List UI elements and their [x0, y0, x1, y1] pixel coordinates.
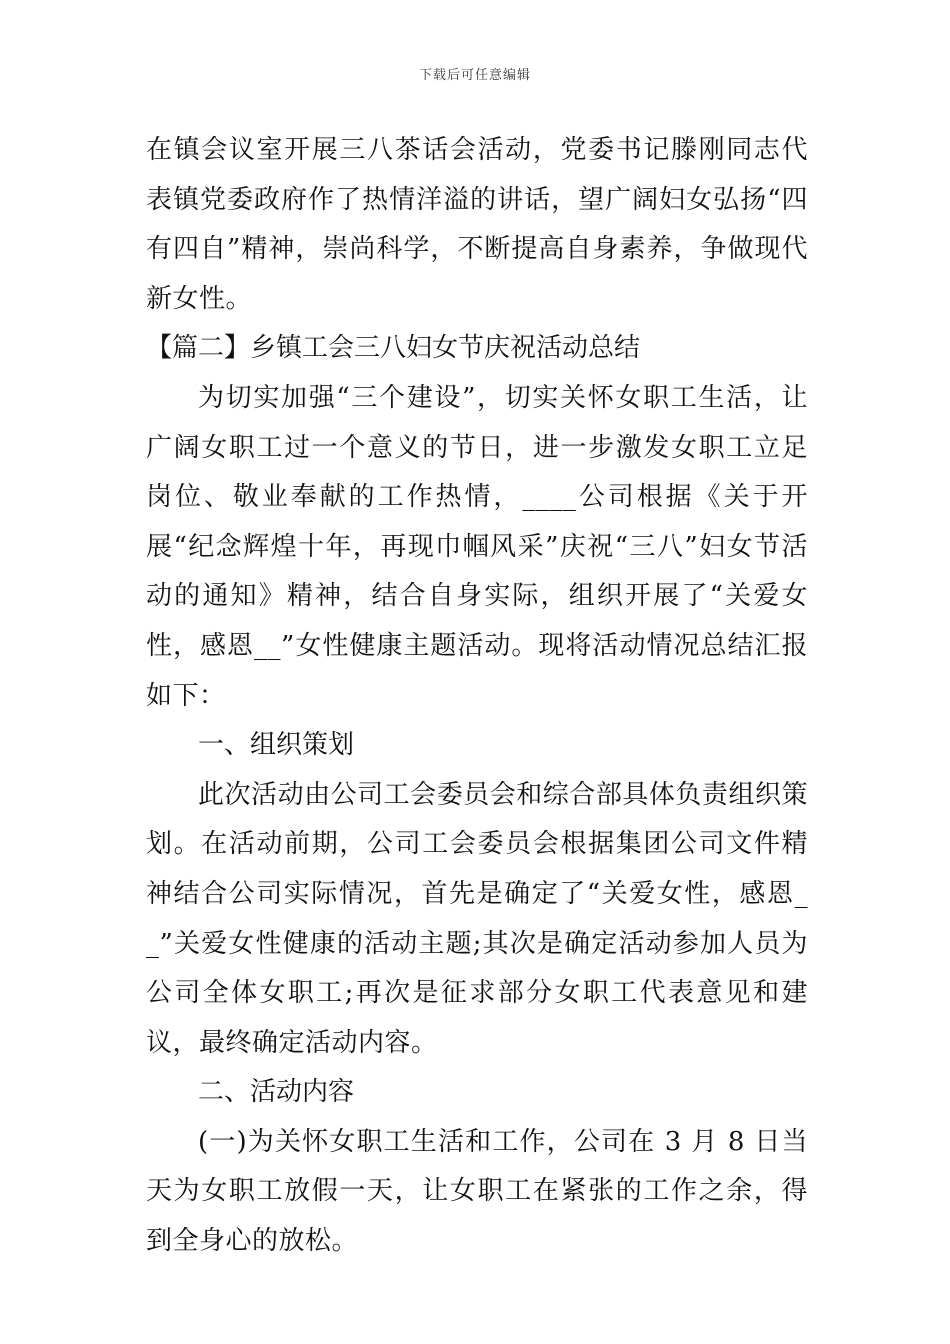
page-header-note: 下载后可任意编辑	[418, 68, 531, 83]
paragraph-4: (一)为关怀女职工生活和工作，公司在 3 月 8 日当天为女职工放假一天，让女职工在紧张的工作之余，得到全身心的放松。	[146, 1126, 808, 1257]
document-body	[146, 126, 808, 1267]
paragraph-1: 在镇会议室开展三八茶话会活动，党委书记滕刚同志代表镇党委政府作了热情洋溢的讲话，望广阔妇女弘扬“四有四自”精神，崇尚科学，不断提高自身素养，争做现代新女性。	[146, 135, 808, 314]
heading-organization-planning: 一、组织策划	[198, 730, 355, 761]
heading-activity-content: 二、活动内容	[198, 1077, 355, 1108]
paragraph-2: 为切实加强“三个建设”，切实关怀女职工生活，让广阔女职工过一个意义的节日，进一步激发女职工立足岗位、敬业奉献的工作热情，____公司根据《关于开展“纪念辉煌十年，再现巾帼风采”庆祝“三八”妇女节活动的通知》精神，结合自身实际，组织开展了“关爱女性，感恩__”女性健康主题活动。现将活动情况总结汇报如下：	[146, 382, 808, 711]
paragraph-3: 此次活动由公司工会委员会和综合部具体负责组织策划。在活动前期，公司工会委员会根据集团公司文件精神结合公司实际情况，首先是确定了“关爱女性，感恩__”关爱女性健康的活动主题;其次是确定活动参加人员为公司全体女职工;再次是征求部分女职工代表意见和建议，最终确定活动内容。	[146, 779, 808, 1058]
section-title: 【篇二】乡镇工会三八妇女节庆祝活动总结	[146, 333, 641, 364]
